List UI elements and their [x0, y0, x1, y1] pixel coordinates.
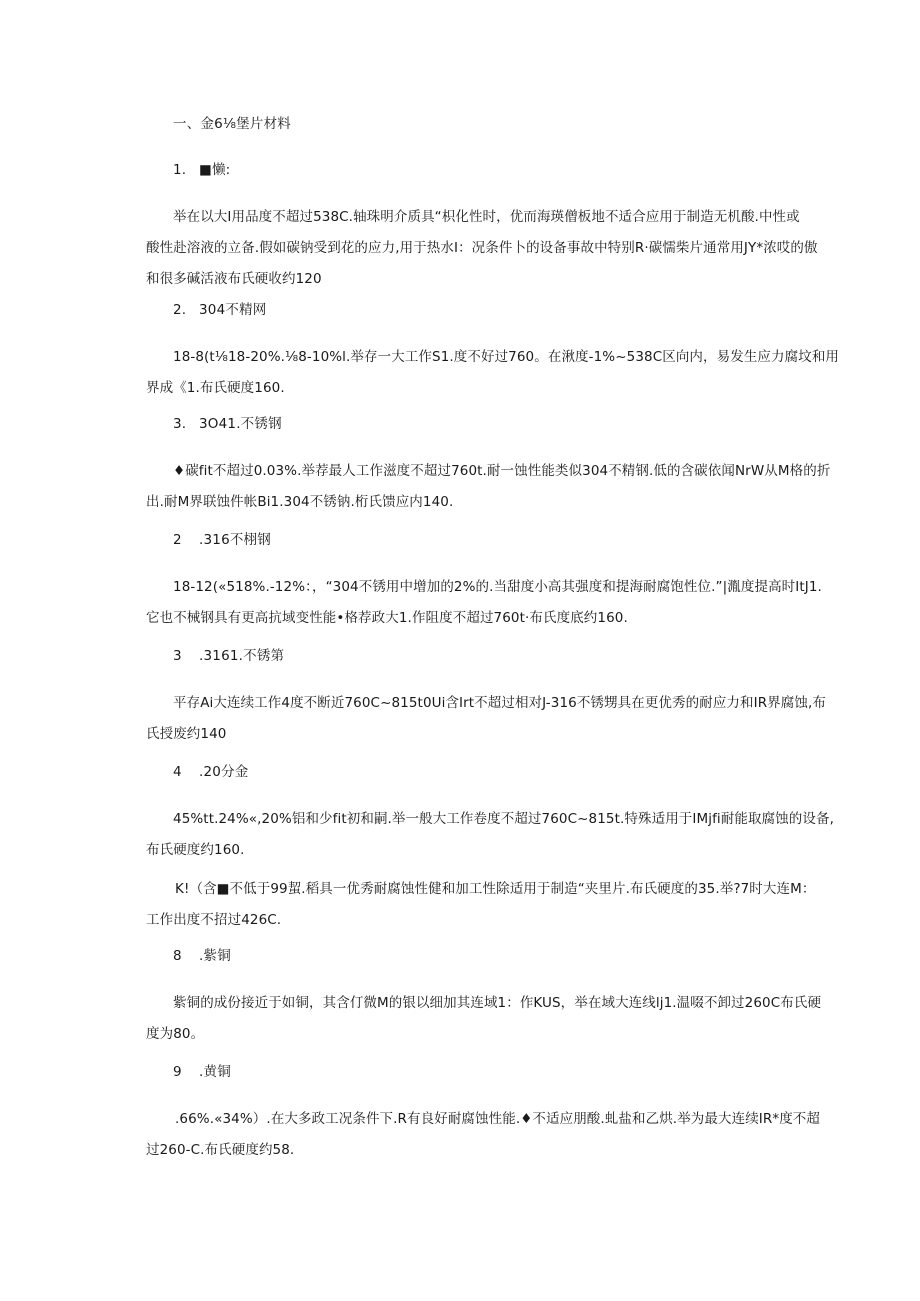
section-heading-8: [173, 946, 231, 966]
section-heading-5: [173, 646, 284, 666]
section-heading-2: [173, 300, 266, 320]
paragraph-line: 18-8(t⅛18-20%.⅛8-10%l.举存一大工作S1.度不好过760。在湫度-1%~538C区向内，易发生应力腐坟和用: [173, 349, 840, 365]
paragraph-line: 过260-C.布氏硬度约58.: [146, 1142, 295, 1158]
section-number: 3: [173, 648, 182, 664]
section-paragraph-5: [146, 688, 826, 750]
paragraph-line: 度为80。: [146, 1026, 205, 1042]
paragraph-line: 紫铜的成份接近于如铜，其含仃微M的银以细加其连域1：作KUS，举在域大连线lj1.温啜不卸过260C布氏硬: [173, 995, 822, 1011]
paragraph-line: 和很多碱活液布氏硬收约120: [146, 271, 322, 287]
section-paragraph-4: [146, 572, 822, 634]
document-title: 一、金6⅛堡片材料: [173, 116, 291, 132]
paragraph-line: 界成《1.布氏硬度160.: [146, 380, 285, 396]
section-number: 4: [173, 764, 182, 780]
section-heading-1: [173, 160, 230, 180]
section-title: ■懒:: [199, 162, 231, 178]
paragraph-line: 出.耐M界联蚀件帐Bi1.304不锈钠.桁氏馈应内140.: [146, 494, 454, 510]
section-title: 304不精网: [199, 302, 267, 318]
paragraph-line: ♦碳fit不超过0.03%.举荐最人工作滋度不超过760t.耐一蚀性能类似304不精钢.低的含碳依闻NrW从M格的折: [173, 463, 831, 479]
paragraph-line: 45%tt.24%«,20%铝和少fit初和嗣.举一般大工作卷度不超过760C~815t.特殊适用于IMjfi耐能取腐蚀的设备,: [173, 811, 834, 827]
section-title: .316不栩钢: [199, 532, 271, 548]
section-title: 3O41.不锈钢: [199, 416, 282, 432]
section-title: .紫铜: [199, 948, 231, 964]
section-paragraph-3: [146, 456, 831, 518]
paragraph-line: .66%.«34%）.在大多政工况条件下.R有良好耐腐蚀性能.♦不适应朋酸.虬盐和乙烘.举为最大连续IR*度不超: [175, 1111, 821, 1127]
section-number: 2.: [173, 302, 187, 318]
section-title: .黄铜: [199, 1064, 231, 1080]
section-paragraph-9: [146, 1104, 821, 1166]
section-number: 2: [173, 532, 182, 548]
section-paragraph-6: [146, 804, 834, 866]
section-number: 1.: [173, 162, 187, 178]
section-number: 9: [173, 1064, 182, 1080]
paragraph-line: 举在以大I用品度不超过538C.轴珠明介质具“枳化性时，优而海瑛僧板地不适合应用于制造无机酸.中性或: [173, 209, 800, 225]
section-heading-9: [173, 1062, 231, 1082]
paragraph-line: 氏授废约140: [146, 726, 227, 742]
section-paragraph-1: [146, 202, 818, 295]
paragraph-line: 工作出度不招过426C.: [146, 912, 282, 928]
section-heading-6: [173, 762, 248, 782]
section-title: .20分金: [199, 764, 249, 780]
section-paragraph-8: [146, 988, 822, 1050]
paragraph-line: 18-12(«518%.-12%：，“304不锈用中增加的2%的.当甜度小高其强度和提海耐腐饱性位.”|湚度提高时ItJ1.: [173, 579, 822, 595]
section-paragraph-7: [146, 874, 816, 936]
section-heading-4: [173, 530, 271, 550]
paragraph-line: 平存Ai大连续工作4度不断近760C~815t0Ui含Irt不超过相对J-316不锈甥具在更优秀的耐应力和IR界腐蚀,布: [173, 695, 826, 711]
paragraph-line: K!（含■不低于99蛪.稻具一优秀耐腐蚀性健和加工性除适用于制造“夹里片.布氏硬度的35.举?7时大连M：: [175, 881, 816, 897]
section-number: 8: [173, 948, 182, 964]
paragraph-line: 布氏硬度约160.: [146, 842, 245, 858]
section-number: 3.: [173, 416, 187, 432]
section-heading-3: [173, 414, 282, 434]
section-paragraph-2: [146, 342, 840, 404]
paragraph-line: 它也不械钢具有更高抗域变性能•格荐政大1.作阻度不超过760t·布氏度底约160.: [146, 610, 628, 626]
section-title: .3161.不锈第: [199, 648, 285, 664]
paragraph-line: 酸性赴溶液的立备.假如碳钠受到花的应力,用于热水I：况条件卜的设备事故中特别R·碳懦柴片通常用JY*浓哎的傲: [146, 240, 818, 256]
